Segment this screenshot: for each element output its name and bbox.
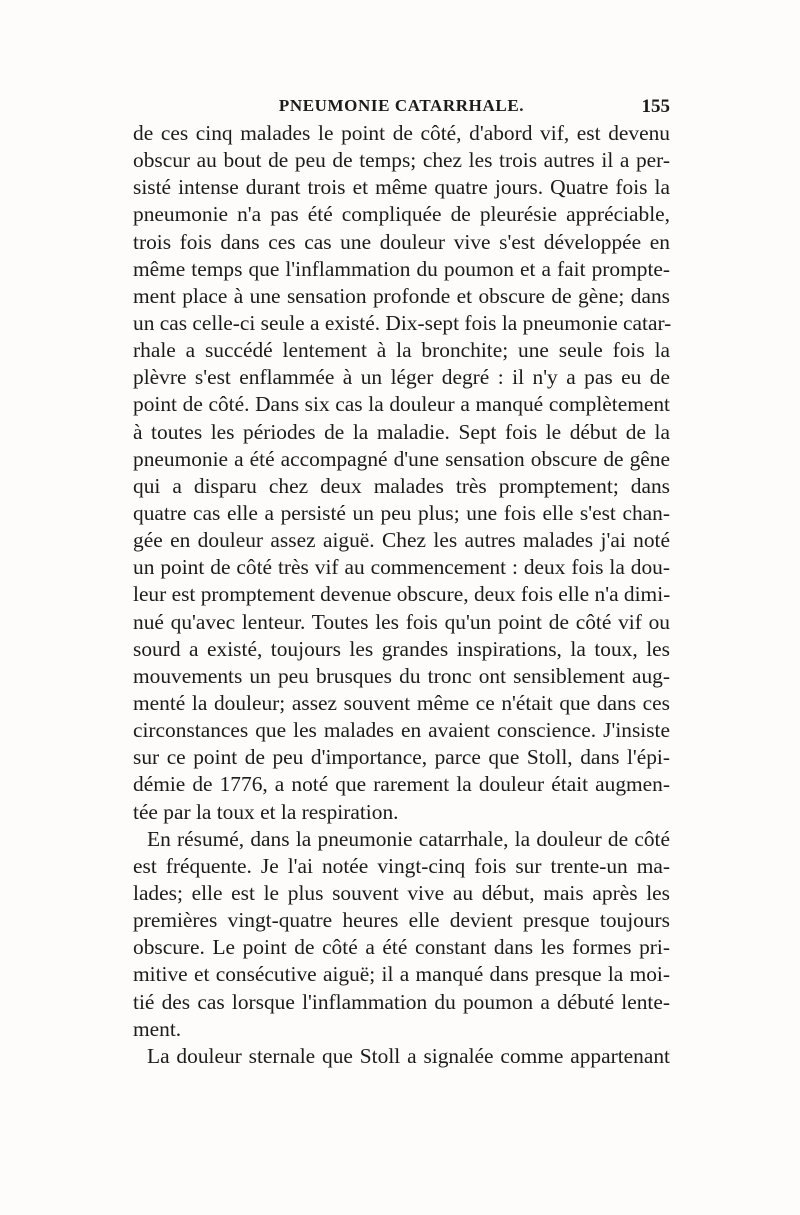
text-line: gée en douleur assez aiguë. Chez les autres malades j'ai noté <box>133 528 670 553</box>
page-number: 155 <box>641 96 670 117</box>
running-title: PNEUMONIE CATARRHALE. <box>278 96 525 115</box>
text-line: nué qu'avec lenteur. Toutes les fois qu'un point de côté vif ou <box>133 609 670 634</box>
text-line: menté la douleur; assez souvent même ce n'était que dans ces <box>133 690 670 715</box>
paragraph-first-line: En résumé, dans la pneumonie catarrhale, la douleur de côté <box>147 826 670 851</box>
text-line: lades; elle est le plus souvent vive au début, mais après les <box>133 880 670 905</box>
text-line: premières vingt-quatre heures elle devient presque toujours <box>133 908 670 933</box>
text-line: obscure. Le point de côté a été constant dans les formes pri- <box>133 935 670 960</box>
text-line: obscur au bout de peu de temps; chez les trois autres il a per- <box>133 148 670 173</box>
text-line: plèvre s'est enflammée à un léger degré : il n'y a pas eu de <box>133 365 670 390</box>
text-line: pneumonie n'a pas été compliquée de pleurésie appréciable, <box>133 202 670 227</box>
text-line: sourd a existé, toujours les grandes inspirations, la toux, les <box>133 636 670 661</box>
text-line: de ces cinq malades le point de côté, d'abord vif, est devenu <box>133 121 670 145</box>
body-text <box>133 120 670 1070</box>
text-line: sisté intense durant trois et même quatre jours. Quatre fois la <box>133 175 670 200</box>
text-line: trois fois dans ces cas une douleur vive s'est développée en <box>133 229 670 254</box>
text-line: pneumonie a été accompagné d'une sensation obscure de gêne <box>133 446 670 471</box>
text-line: est fréquente. Je l'ai notée vingt-cinq fois sur trente-un ma- <box>133 853 670 878</box>
text-line: un point de côté très vif au commencement : deux fois la dou- <box>133 555 670 580</box>
text-line: tié des cas lorsque l'inflammation du poumon a débuté lente- <box>133 989 670 1014</box>
text-line: à toutes les périodes de la maladie. Sept fois le début de la <box>133 419 670 444</box>
text-line: ment place à une sensation profonde et obscure de gène; dans <box>133 283 670 308</box>
text-line: démie de 1776, a noté que rarement la douleur était augmen- <box>133 772 670 797</box>
text-line: quatre cas elle a persisté un peu plus; une fois elle s'est chan- <box>133 500 670 525</box>
text-line: même temps que l'inflammation du poumon et a fait prompte- <box>133 256 670 281</box>
text-line: mitive et consécutive aiguë; il a manqué dans presque la moi- <box>133 962 670 987</box>
text-line: un cas celle-ci seule a existé. Dix-sept fois la pneumonie catar- <box>133 310 672 335</box>
paragraph-last-line: tée par la toux et la respiration. <box>133 799 399 824</box>
text-line: leur est promptement devenue obscure, deux fois elle n'a dimi- <box>133 582 671 607</box>
paragraph-last-line: ment. <box>133 1016 182 1041</box>
text-line: qui a disparu chez deux malades très promptement; dans <box>133 473 670 498</box>
text-line: point de côté. Dans six cas la douleur a manqué complètement <box>133 392 670 417</box>
page-header <box>133 96 670 122</box>
text-line: mouvements un peu brusques du tronc ont sensiblement aug- <box>133 663 670 688</box>
text-line: circonstances que les malades en avaient conscience. J'insiste <box>133 718 670 743</box>
text-line: sur ce point de peu d'importance, parce que Stoll, dans l'épi- <box>133 745 670 770</box>
text-line: rhale a succédé lentement à la bronchite; une seule fois la <box>133 338 670 363</box>
paragraph-first-line: La douleur sternale que Stoll a signalée comme appartenant <box>147 1043 670 1068</box>
